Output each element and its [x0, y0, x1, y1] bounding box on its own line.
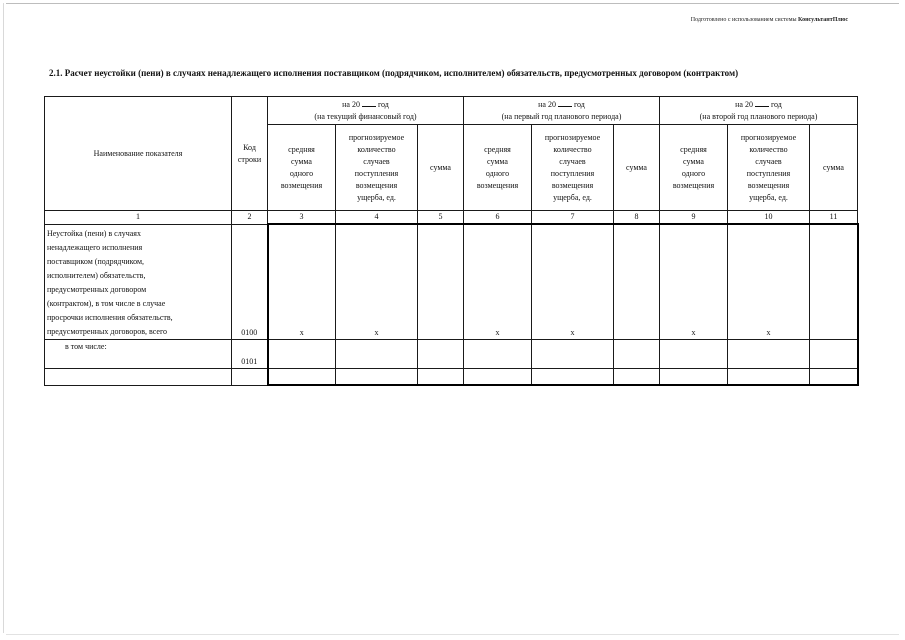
sub-avg-line: возмещения	[476, 180, 519, 190]
column-number: 7	[532, 211, 614, 225]
value-cell[interactable]: x	[336, 224, 418, 339]
subheader-forecast-count	[336, 125, 418, 211]
column-number: 3	[268, 211, 336, 225]
sub-forecast-line: количество	[553, 144, 592, 154]
column-number: 6	[464, 211, 532, 225]
value-cell[interactable]: x	[464, 224, 532, 339]
table-row-empty	[45, 368, 858, 385]
table-row-0100	[45, 224, 858, 339]
header-period-first-plan	[464, 97, 660, 125]
column-number: 5	[418, 211, 464, 225]
column-number: 8	[614, 211, 660, 225]
sub-forecast-line: ущерба, ед.	[749, 192, 788, 202]
year-suffix: год	[573, 100, 585, 109]
value-cell[interactable]	[614, 339, 660, 368]
row-indicator-name	[45, 224, 232, 339]
header-row-years	[45, 97, 858, 125]
year-blank	[362, 98, 376, 107]
column-number: 11	[810, 211, 858, 225]
value-cell[interactable]	[614, 368, 660, 385]
value-cell[interactable]	[336, 368, 418, 385]
value-cell[interactable]	[418, 339, 464, 368]
year-suffix: год	[770, 100, 782, 109]
year-prefix: на 20	[342, 100, 360, 109]
header-indicator-name: Наименование показателя	[45, 97, 232, 211]
value-cell[interactable]	[532, 339, 614, 368]
year-blank	[755, 98, 769, 107]
penalty-calculation-table	[44, 96, 859, 386]
row-name-line: ненадлежащего исполнения	[47, 242, 143, 252]
value-cell[interactable]	[268, 368, 336, 385]
subheader-sum: сумма	[614, 125, 660, 211]
header-code-line-2: строки	[237, 154, 262, 164]
header-note-brand: КонсультантПлюс	[798, 17, 848, 23]
sub-avg-line: сумма	[683, 156, 704, 166]
table-row-0101	[45, 339, 858, 368]
column-number-row	[45, 211, 858, 225]
row-name-line: Неустойка (пени) в случаях	[47, 228, 141, 238]
value-cell[interactable]: x	[532, 224, 614, 339]
row-name-line: поставщиком (подрядчиком,	[47, 256, 145, 266]
column-number: 1	[45, 211, 232, 225]
value-cell[interactable]	[810, 368, 858, 385]
sub-forecast-line: случаев	[559, 156, 586, 166]
value-cell[interactable]	[464, 339, 532, 368]
column-number: 9	[660, 211, 728, 225]
year-blank	[558, 98, 572, 107]
header-note-prefix: Подготовлено с использованием системы	[690, 17, 799, 23]
row-name-line: предусмотренных договоров, всего	[47, 326, 168, 336]
value-cell[interactable]	[728, 339, 810, 368]
value-cell[interactable]	[336, 339, 418, 368]
period-label-second-plan: (на второй год планового периода)	[699, 112, 818, 121]
subheader-sum: сумма	[418, 125, 464, 211]
sub-forecast-line: ущерба, ед.	[553, 192, 592, 202]
sub-avg-line: средняя	[484, 144, 511, 154]
sub-forecast-line: случаев	[755, 156, 782, 166]
sub-avg-line: одного	[681, 168, 706, 178]
row-name-line: просрочки исполнения обязательств,	[47, 312, 173, 322]
sub-forecast-line: поступления	[746, 168, 791, 178]
row-indicator-name: в том числе:	[45, 339, 232, 368]
subheader-average-sum	[464, 125, 532, 211]
page-bottom-rule	[6, 634, 899, 635]
header-period-second-plan	[660, 97, 858, 125]
section-title: 2.1. Расчет неустойки (пени) в случаях ненадлежащего исполнения поставщиком (подрядчиком, исполнителем) обязательств, предусмотренных договором (контрактом)	[49, 68, 739, 78]
header-note	[691, 17, 848, 23]
value-cell[interactable]	[810, 224, 858, 339]
sub-forecast-line: поступления	[354, 168, 399, 178]
value-cell[interactable]: x	[660, 224, 728, 339]
period-label-first-plan: (на первый год планового периода)	[501, 112, 622, 121]
year-prefix: на 20	[735, 100, 753, 109]
header-period-current	[268, 97, 464, 125]
row-code[interactable]	[232, 368, 268, 385]
value-cell[interactable]	[418, 224, 464, 339]
column-number: 4	[336, 211, 418, 225]
sub-avg-line: одного	[289, 168, 314, 178]
year-prefix: на 20	[538, 100, 556, 109]
sub-forecast-line: возмещения	[747, 180, 790, 190]
row-name-line: (контрактом), в том числе в случае	[47, 298, 166, 308]
header-code-line-1: Код	[243, 142, 256, 152]
sub-avg-line: средняя	[680, 144, 707, 154]
value-cell[interactable]	[464, 368, 532, 385]
sub-forecast-line: поступления	[550, 168, 595, 178]
sub-forecast-line: ущерба, ед.	[357, 192, 396, 202]
value-cell[interactable]: x	[268, 224, 336, 339]
header-row-code	[232, 97, 268, 211]
column-number: 2	[232, 211, 268, 225]
sub-forecast-line: возмещения	[551, 180, 594, 190]
sub-forecast-line: количество	[357, 144, 396, 154]
sub-forecast-line: случаев	[363, 156, 390, 166]
sub-avg-line: одного	[485, 168, 510, 178]
page-side-rule	[3, 3, 4, 633]
sub-avg-line: возмещения	[280, 180, 323, 190]
row-name-line: предусмотренных договором	[47, 284, 147, 294]
value-cell[interactable]	[614, 224, 660, 339]
value-cell[interactable]: x	[728, 224, 810, 339]
row-code: 0100	[232, 224, 268, 339]
value-cell[interactable]	[268, 339, 336, 368]
subheader-sum: сумма	[810, 125, 858, 211]
row-name-line: исполнителем) обязательств,	[47, 270, 146, 280]
sub-forecast-line: количество	[749, 144, 788, 154]
value-cell[interactable]	[660, 339, 728, 368]
value-cell[interactable]	[728, 368, 810, 385]
sub-forecast-line: прогнозируемое	[348, 132, 405, 142]
row-code: 0101	[232, 339, 268, 368]
sub-forecast-line: прогнозируемое	[544, 132, 601, 142]
sub-forecast-line: прогнозируемое	[740, 132, 797, 142]
value-cell[interactable]	[810, 339, 858, 368]
value-cell[interactable]	[418, 368, 464, 385]
sub-avg-line: средняя	[288, 144, 315, 154]
subheader-average-sum	[268, 125, 336, 211]
sub-avg-line: сумма	[291, 156, 312, 166]
subheader-forecast-count	[728, 125, 810, 211]
column-number: 10	[728, 211, 810, 225]
sub-avg-line: сумма	[487, 156, 508, 166]
value-cell[interactable]	[660, 368, 728, 385]
period-label-current: (на текущий финансовый год)	[314, 112, 417, 121]
value-cell[interactable]	[532, 368, 614, 385]
row-indicator-name[interactable]	[45, 368, 232, 385]
year-suffix: год	[377, 100, 389, 109]
sub-forecast-line: возмещения	[355, 180, 398, 190]
page-top-rule	[6, 3, 899, 4]
subheader-average-sum	[660, 125, 728, 211]
sub-avg-line: возмещения	[672, 180, 715, 190]
subheader-forecast-count	[532, 125, 614, 211]
